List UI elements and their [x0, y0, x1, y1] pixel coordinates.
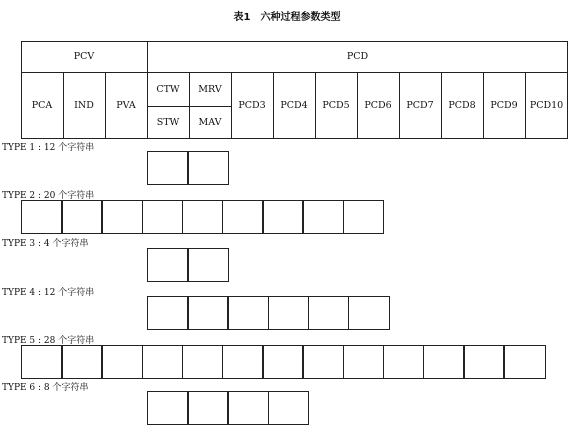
type-cell	[343, 345, 385, 379]
col-pca: PCA	[31, 100, 53, 111]
type-cell	[262, 200, 304, 234]
type-1-label: TYPE 1 : 12 个字符串	[2, 143, 95, 153]
type-cell	[182, 345, 224, 379]
col-pcd10: PCD10	[529, 100, 564, 111]
type-4-row	[147, 296, 388, 330]
type-cell	[268, 296, 310, 330]
type-cell	[147, 296, 189, 330]
pcv-header: PCV	[73, 51, 95, 62]
col-pcd6: PCD6	[364, 100, 392, 111]
type-cell	[61, 200, 103, 234]
col-pcd9: PCD9	[490, 100, 518, 111]
pcd-header: PCD	[346, 51, 369, 62]
type-cell	[268, 391, 310, 425]
type-cell	[147, 151, 189, 185]
type-cell	[227, 391, 269, 425]
type-cell	[21, 200, 63, 234]
col-pva: PVA	[116, 100, 136, 111]
col-pcd4: PCD4	[280, 100, 308, 111]
type-cell	[101, 345, 143, 379]
type-2-row	[21, 200, 383, 234]
type-cell	[222, 345, 264, 379]
type-1-row	[147, 151, 227, 185]
type-cell	[463, 345, 505, 379]
type-cell	[142, 345, 184, 379]
type-cell	[423, 345, 465, 379]
type-cell	[182, 200, 224, 234]
table-title: 表1 六种过程参数类型	[233, 12, 341, 23]
type-3-row	[147, 248, 227, 282]
type-cell	[222, 200, 264, 234]
col-mav: MAV	[198, 117, 222, 128]
type-cell	[21, 345, 63, 379]
type-cell	[227, 296, 269, 330]
type-6-row	[147, 391, 308, 425]
type-cell	[343, 200, 385, 234]
col-pcd3: PCD3	[238, 100, 266, 111]
type-4-label: TYPE 4 : 12 个字符串	[2, 288, 95, 298]
col-stw: STW	[156, 117, 180, 128]
type-cell	[187, 151, 229, 185]
type-cell	[503, 345, 546, 379]
type-cell	[262, 345, 304, 379]
col-ctw: CTW	[156, 83, 180, 95]
type-2-label: TYPE 2 : 20 个字符串	[2, 191, 95, 201]
col-pcd7: PCD7	[406, 100, 434, 111]
type-6-label: TYPE 6 : 8 个字符串	[2, 383, 89, 393]
col-pcd5: PCD5	[322, 100, 350, 111]
type-5-row	[21, 345, 544, 379]
col-pcd8: PCD8	[448, 100, 476, 111]
type-cell	[147, 391, 189, 425]
type-cell	[308, 296, 350, 330]
type-cell	[302, 345, 344, 379]
type-cell	[61, 345, 103, 379]
type-cell	[187, 391, 229, 425]
type-cell	[187, 248, 229, 282]
type-cell	[147, 248, 189, 282]
type-cell	[187, 296, 229, 330]
type-cell	[142, 200, 184, 234]
type-5-label: TYPE 5 : 28 个字符串	[2, 336, 95, 346]
type-cell	[348, 296, 390, 330]
type-cell	[101, 200, 143, 234]
col-mrv: MRV	[198, 83, 222, 95]
col-ind: IND	[74, 100, 94, 111]
type-cell	[383, 345, 425, 379]
type-3-label: TYPE 3 : 4 个字符串	[2, 239, 89, 249]
type-cell	[302, 200, 344, 234]
